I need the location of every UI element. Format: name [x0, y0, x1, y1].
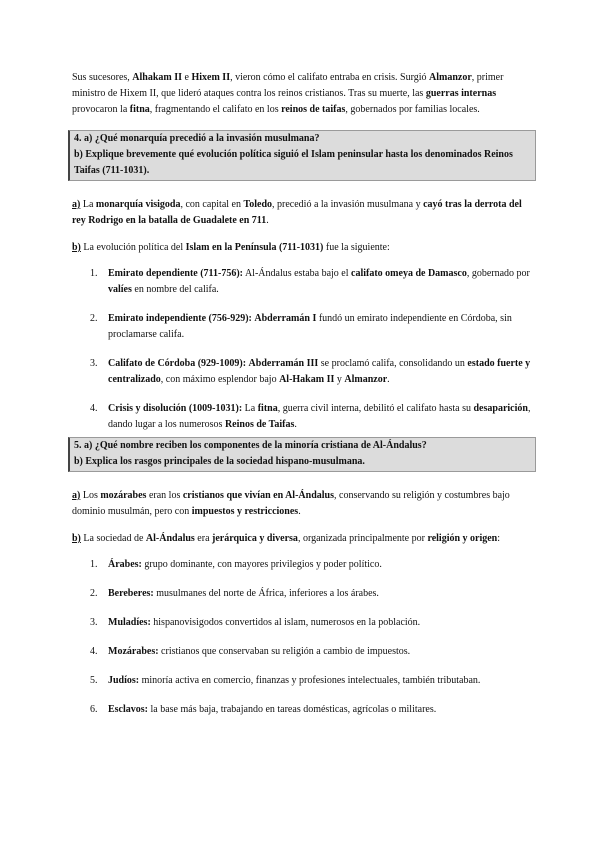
list-political-evolution	[72, 266, 532, 433]
bold-text: Esclavos:	[108, 704, 148, 715]
bold-text: Almanzor	[344, 374, 388, 385]
text: era	[194, 533, 213, 544]
text: La	[80, 199, 96, 210]
bold-text: Alhakam II	[132, 72, 183, 83]
bold-text: monarquía visigoda	[95, 199, 181, 210]
list-number: 3.	[90, 617, 98, 628]
bold-text: estado fuerte y centralizado	[108, 358, 531, 385]
text: provocaron la	[72, 104, 130, 115]
text: , con máximo esplendor bajo	[160, 374, 280, 385]
list-item	[72, 557, 532, 573]
text: fundó un emirato independiente en Córdoba, sin proclamarse califa.	[108, 313, 512, 340]
text: , organizada principalmente por	[297, 533, 428, 544]
bold-text: Judíos:	[108, 675, 140, 686]
document-page	[72, 70, 532, 731]
answer-5a	[72, 488, 532, 520]
text: , precedió a la invasión musulmana y	[272, 199, 424, 210]
list-social-groups	[72, 557, 532, 718]
text: .	[294, 419, 297, 430]
list-item	[72, 586, 532, 602]
answer-label: b)	[72, 242, 81, 253]
question-4a: 4. a) ¿Qué monarquía precedió a la invasión musulmana?	[74, 133, 320, 144]
text: se proclamó califa, consolidando un	[318, 358, 468, 369]
answer-label: a)	[72, 199, 81, 210]
bold-text: Islam en la Península (711-1031)	[185, 242, 324, 253]
list-number: 1.	[90, 559, 98, 570]
text: y	[334, 374, 345, 385]
text: , fragmentando el califato en los	[149, 104, 282, 115]
list-number: 1.	[90, 268, 98, 279]
bold-text: reinos de taifas	[281, 104, 346, 115]
list-item	[72, 644, 532, 660]
bold-text: Abderramán I	[254, 313, 317, 324]
bold-text: Califato de Córdoba (929-1009):	[108, 358, 247, 369]
list-number: 2.	[90, 588, 98, 599]
bold-text: Reinos de Taifas	[224, 419, 295, 430]
bold-text: jerárquica y diversa	[212, 533, 298, 544]
answer-5b	[72, 531, 532, 547]
bold-text: Mozárabes:	[108, 646, 159, 657]
text: , guerra civil interna, debilitó el califato hasta su	[277, 403, 474, 414]
text: La sociedad de	[80, 533, 146, 544]
text: .	[298, 506, 301, 517]
text: , con capital en	[180, 199, 244, 210]
question-5a: 5. a) ¿Qué nombre reciben los componentes de la minoría cristiana de Al-Ándalus?	[74, 440, 427, 451]
question-4b: b) Explique brevemente qué evolución política siguió el Islam peninsular hasta los denominados Reinos Taifas (711-1031).	[74, 149, 513, 176]
bold-text: califato omeya de Damasco	[351, 268, 467, 279]
bold-text: Muladíes:	[108, 617, 151, 628]
bold-text: cristianos que vivían en Al-Ándalus	[182, 490, 334, 501]
text: , dando lugar a los numerosos	[108, 403, 531, 430]
bold-text: Bereberes:	[108, 588, 154, 599]
list-number: 6.	[90, 704, 98, 715]
text: cristianos que conservaban su religión a cambio de impuestos.	[158, 646, 411, 657]
list-number: 4.	[90, 403, 98, 414]
answer-label: a)	[72, 490, 81, 501]
text: , gobernado por	[466, 268, 530, 279]
bold-text: Al-Ándalus	[145, 533, 195, 544]
bold-text: mozárabes	[100, 490, 147, 501]
text: Los	[80, 490, 101, 501]
text: musulmanes del norte de África, inferiores a los árabes.	[153, 588, 379, 599]
bold-text: Árabes:	[108, 559, 142, 570]
text: :	[497, 533, 501, 544]
list-item	[72, 673, 532, 689]
bold-text: fitna	[257, 403, 278, 414]
text: , conservando su religión y costumbres bajo dominio musulmán, pero con	[72, 490, 510, 517]
text: eran los	[146, 490, 183, 501]
answer-label: b)	[72, 533, 81, 544]
text: hispanovisigodos convertidos al islam, numerosos en la población.	[150, 617, 421, 628]
text: la base más baja, trabajando en tareas domésticas, agrícolas o militares.	[148, 704, 437, 715]
intro-paragraph	[72, 70, 532, 118]
bold-text: Toledo	[243, 199, 273, 210]
bold-text: Emirato dependiente (711-756):	[108, 268, 243, 279]
bold-text: cayó tras la derrota del rey Rodrigo en la batalla de Guadalete en 711	[72, 199, 522, 226]
text: en nombre del califa.	[131, 284, 219, 295]
list-item	[72, 311, 532, 343]
bold-text: fitna	[129, 104, 150, 115]
text: , gobernados por familias locales.	[345, 104, 480, 115]
bold-text: Abderramán III	[248, 358, 319, 369]
text: , vieron cómo el califato entraba en crisis. Surgió	[230, 72, 430, 83]
list-item	[72, 615, 532, 631]
bold-text: guerras internas	[425, 88, 497, 99]
question-4-box	[68, 130, 536, 181]
text: La	[242, 403, 258, 414]
text: minoría activa en comercio, finanzas y profesiones intelectuales, también tributaban.	[139, 675, 481, 686]
list-item	[72, 266, 532, 298]
bold-text: valíes	[108, 284, 132, 295]
text: .	[387, 374, 390, 385]
bold-text: Al-Hakam II	[279, 374, 335, 385]
bold-text: impuestos y restricciones	[191, 506, 299, 517]
list-number: 4.	[90, 646, 98, 657]
list-item	[72, 702, 532, 718]
text: grupo dominante, con mayores privilegios y poder político.	[141, 559, 382, 570]
bold-text: Hixem II	[191, 72, 231, 83]
text: e	[182, 72, 192, 83]
text: fue la siguiente:	[323, 242, 390, 253]
text: Sus sucesores,	[72, 72, 133, 83]
question-5b: b) Explica los rasgos principales de la sociedad hispano-musulmana.	[74, 456, 365, 467]
bold-text: desaparición	[473, 403, 528, 414]
bold-text: Emirato independiente (756-929):	[108, 313, 252, 324]
text: .	[266, 215, 269, 226]
bold-text: Almanzor	[429, 72, 472, 83]
text: Al-Ándalus estaba bajo el	[243, 268, 352, 279]
answer-4a	[72, 197, 532, 229]
list-number: 5.	[90, 675, 98, 686]
question-5-box	[68, 437, 536, 472]
list-item	[72, 356, 532, 388]
list-number: 2.	[90, 313, 98, 324]
list-number: 3.	[90, 358, 98, 369]
list-item	[72, 401, 532, 433]
answer-4b	[72, 240, 532, 256]
text: , primer ministro de Hixem II, que lideró ataques contra los reinos cristianos. Tras su muerte, las	[72, 72, 504, 99]
bold-text: Crisis y disolución (1009-1031):	[108, 403, 243, 414]
bold-text: religión y origen	[427, 533, 498, 544]
text: La evolución política del	[80, 242, 186, 253]
